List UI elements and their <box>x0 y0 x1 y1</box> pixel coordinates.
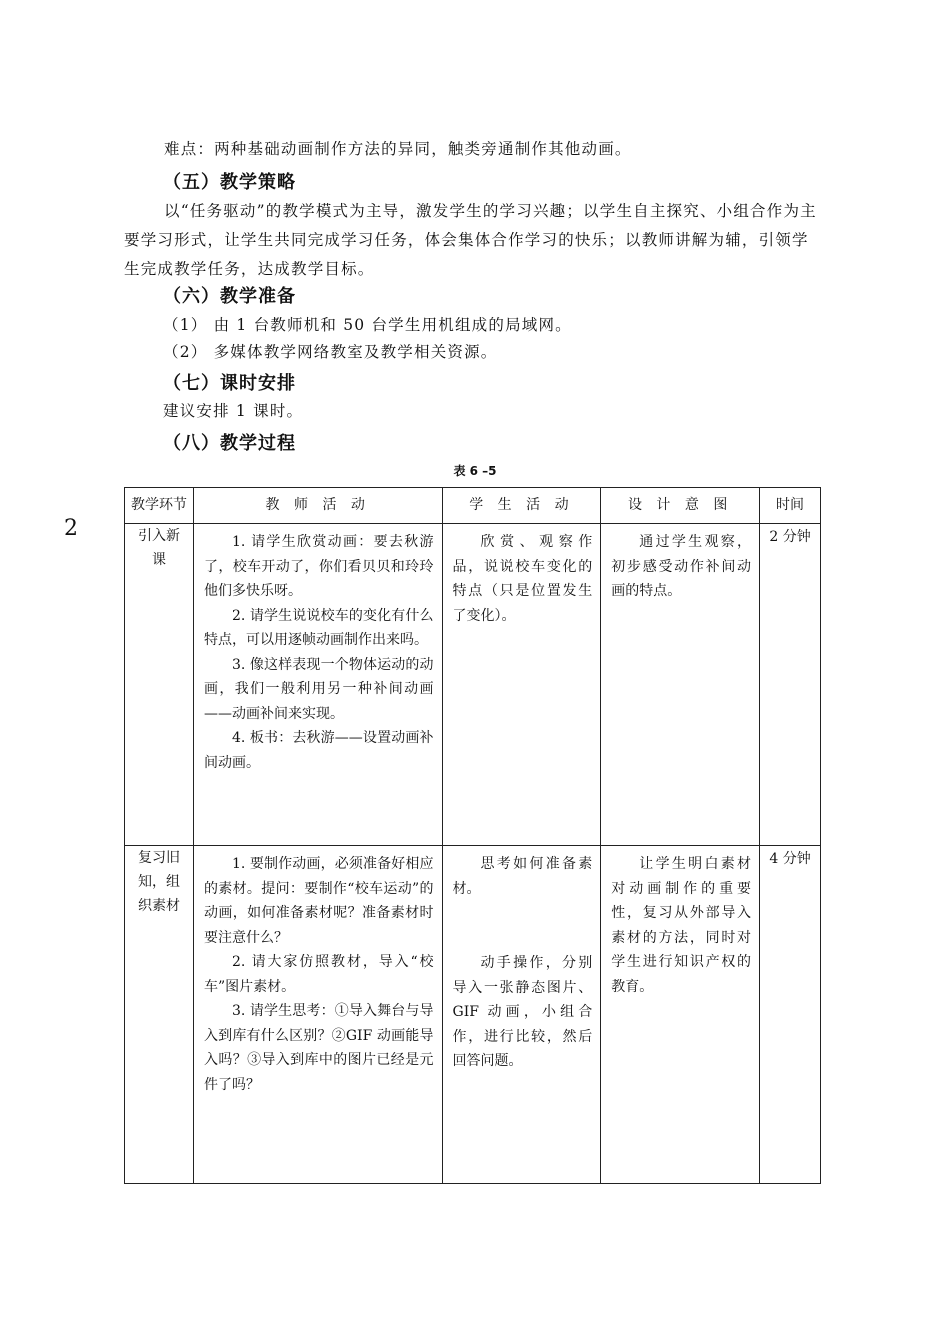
row-2-teacher-p2: 2. 请大家仿照教材，导入“校车”图片素材。 <box>203 954 434 995</box>
table-row <box>125 846 821 1184</box>
row-2-intent <box>601 846 760 1184</box>
header-time: 时间 <box>760 488 821 524</box>
row-1-intent-p1: 通过学生观察，初步感受动作补间动画的特点。 <box>611 534 752 599</box>
row-1-teacher-p4: 4. 板书：去秋游——设置动画补间动画。 <box>203 730 434 771</box>
row-1-intent <box>601 524 760 846</box>
section-8-title: （八）教学过程 <box>163 433 296 454</box>
row-2-teacher <box>193 846 442 1184</box>
lesson-table <box>124 487 821 1184</box>
difficulty-line: 难点：两种基础动画制作方法的异同，触类旁通制作其他动画。 <box>164 140 632 158</box>
row-1-teacher-p2: 2. 请学生说说校车的变化有什么特点，可以用逐帧动画制作出来吗。 <box>203 607 434 648</box>
row-2-teacher-p3: 3. 请学生思考：①导入舞台与导入到库有什么区别？②GIF 动画能导入吗？③导入到库中的图片已经是元件了吗？ <box>203 1003 434 1093</box>
section-7-body: 建议安排 1 课时。 <box>163 402 304 420</box>
header-intent: 设 计 意 图 <box>601 488 760 524</box>
row-2-student-p2: 动手操作，分别导入一张静态图片、GIF 动画，小组合作，进行比较，然后回答问题。 <box>452 955 593 1069</box>
section-5-title: （五）教学策略 <box>163 172 296 193</box>
table-row <box>125 524 821 846</box>
page-number: 2 <box>64 516 78 541</box>
section-7-title: （七）课时安排 <box>163 373 296 394</box>
row-1-time: 2 分钟 <box>760 524 821 846</box>
row-1-student <box>442 524 601 846</box>
section-5-body: 以“任务驱动”的教学模式为主导，激发学生的学习兴趣；以学生自主探究、小组合作为主要学习形式，让学生共同完成学习任务，体会集体合作学习的快乐；以教师讲解为辅，引领学生完成教学任务，达成教学目标。 <box>124 202 817 278</box>
row-1-stage: 引入新课 <box>125 524 194 846</box>
row-2-student-p1: 思考如何准备素材。 <box>452 856 593 897</box>
section-6-title: （六）教学准备 <box>163 286 296 307</box>
row-2-student <box>442 846 601 1184</box>
row-2-teacher-p1: 1. 要制作动画，必须准备好相应的素材。提问：要制作“校车运动”的动画，如何准备素材呢？准备素材时要注意什么？ <box>203 856 434 946</box>
table-header-row <box>125 488 821 524</box>
header-teacher: 教 师 活 动 <box>193 488 442 524</box>
row-2-intent-p1: 让学生明白素材对动画制作的重要性，复习从外部导入素材的方法，同时对学生进行知识产权的教育。 <box>611 856 752 995</box>
row-1-teacher <box>193 524 442 846</box>
table-caption: 表 6 –5 <box>453 464 497 478</box>
row-2-stage: 复习旧知，组织素材 <box>125 846 194 1184</box>
section-6-item-2: （2） 多媒体教学网络教室及教学相关资源。 <box>163 343 498 361</box>
header-stage: 教学环节 <box>125 488 194 524</box>
header-student: 学 生 活 动 <box>442 488 601 524</box>
section-6-item-1: （1） 由 1 台教师机和 50 台学生用机组成的局域网。 <box>163 316 572 334</box>
row-1-teacher-p1: 1. 请学生欣赏动画：要去秋游了，校车开动了，你们看贝贝和玲玲他们多快乐呀。 <box>203 534 434 599</box>
row-1-student-p1: 欣赏、观察作品，说说校车变化的特点（只是位置发生了变化）。 <box>452 534 593 624</box>
row-2-time: 4 分钟 <box>760 846 821 1184</box>
row-1-teacher-p3: 3. 像这样表现一个物体运动的动画，我们一般利用另一种补间动画——动画补间来实现。 <box>203 656 434 722</box>
